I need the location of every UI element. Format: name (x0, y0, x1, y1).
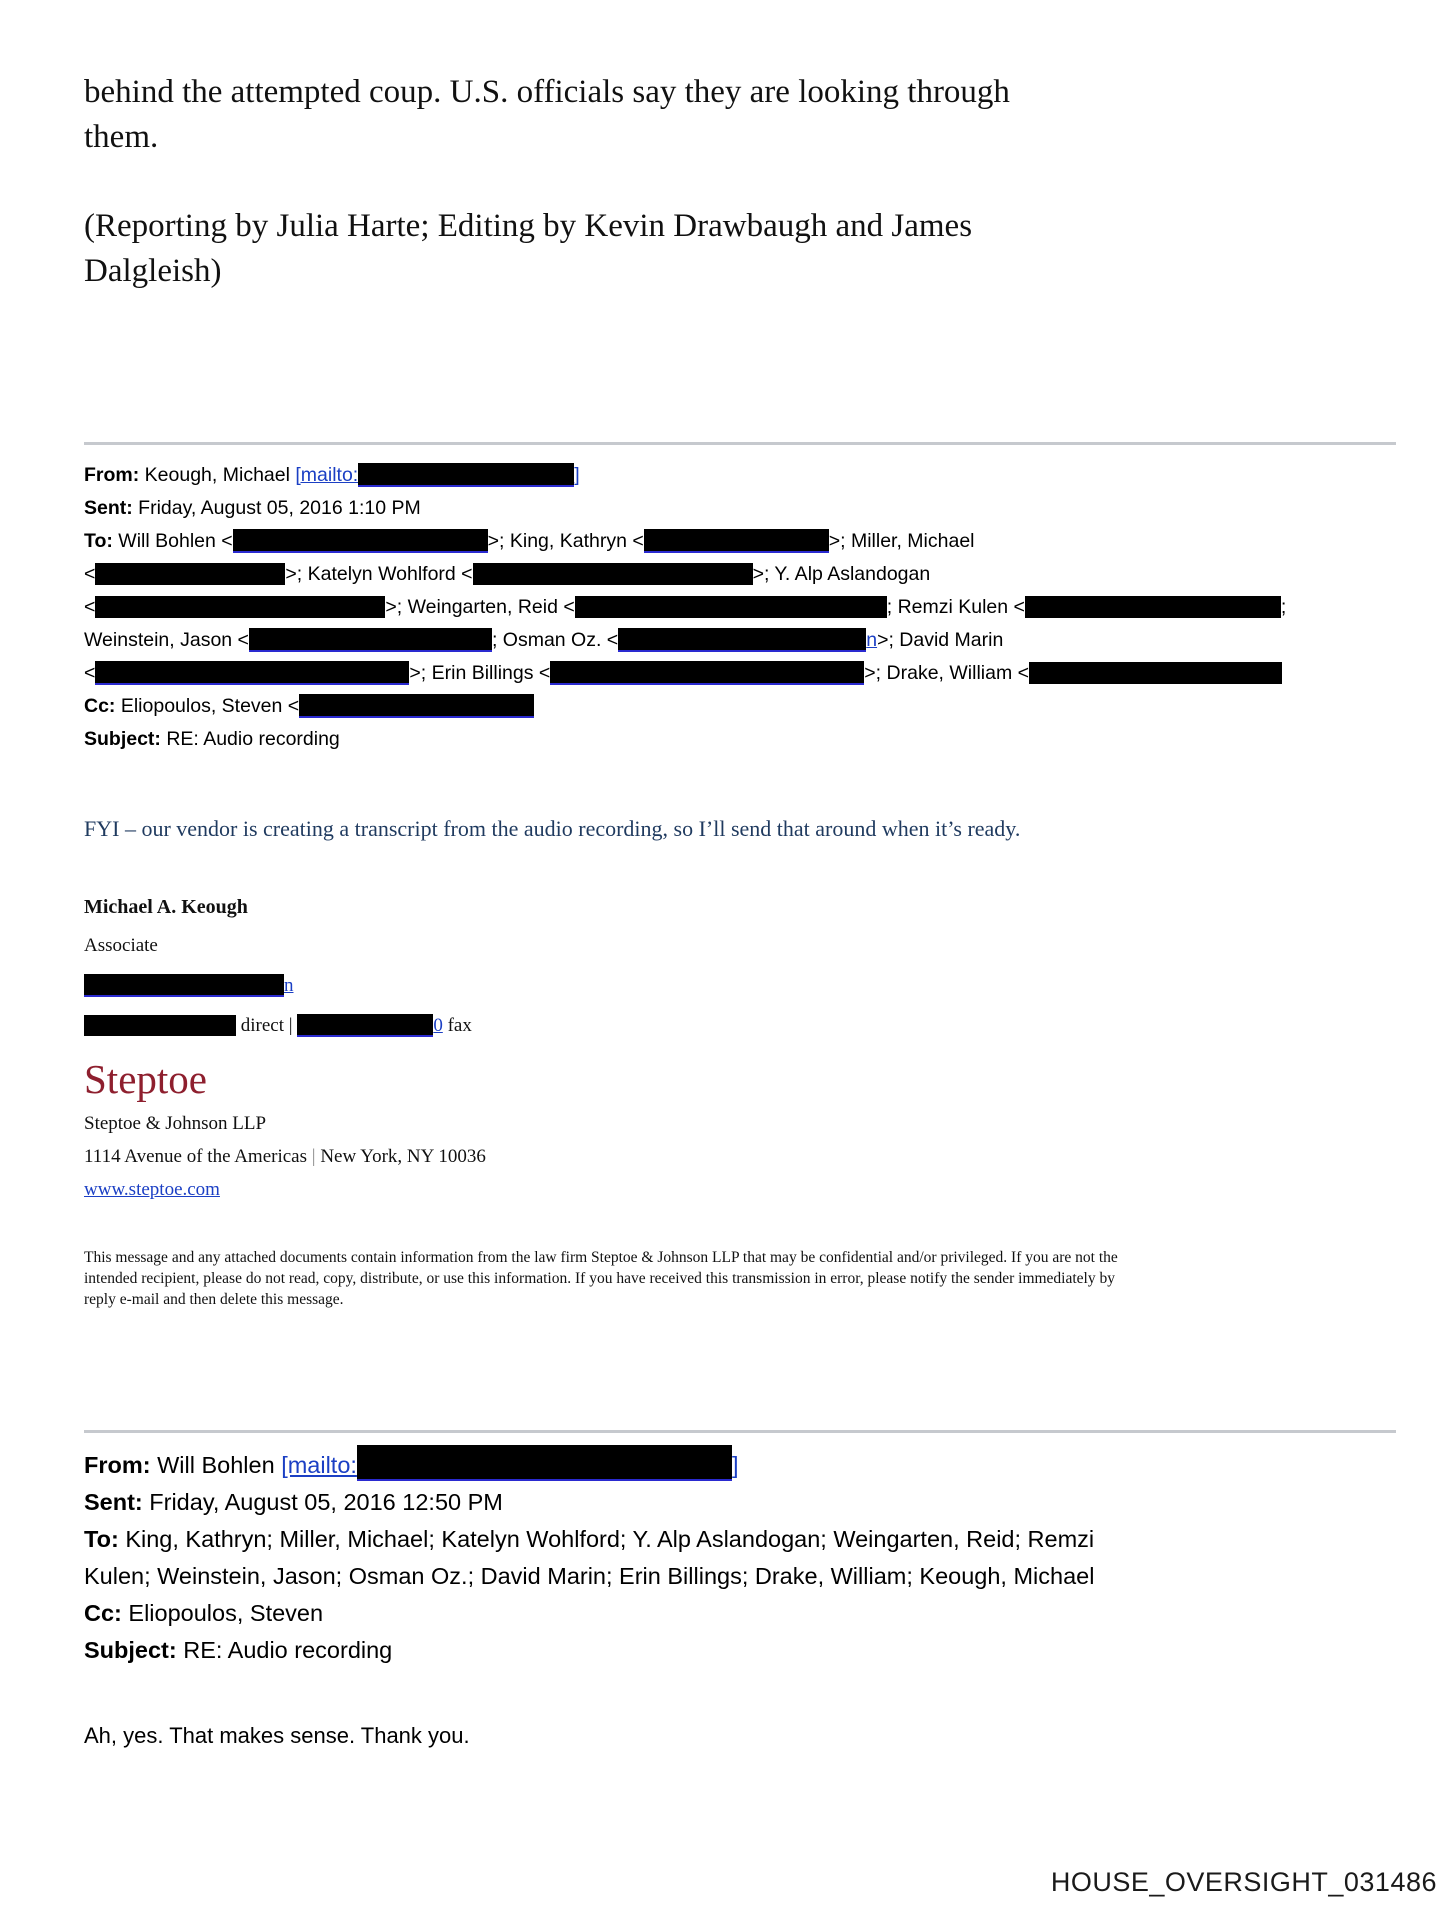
email1-body-text: FYI – our vendor is creating a transcript from the audio recording, so I’ll send that around when it’s ready. (84, 816, 1021, 841)
redaction-bar (473, 563, 753, 585)
redaction-bar (1029, 662, 1282, 684)
field-label: Cc: (84, 1600, 129, 1627)
text-segment: >; Miller, Michael (828, 530, 975, 552)
text-segment: >; Weingarten, Reid < (385, 596, 575, 618)
redaction-bar (84, 974, 284, 997)
text-segment: Eliopoulos, Steven < (120, 695, 300, 717)
partially-visible-char: n (284, 975, 294, 996)
text-segment: RE: Audio recording (166, 728, 340, 750)
field-label: Sent: (84, 1489, 150, 1516)
article-byline (84, 204, 1397, 294)
mailto-link[interactable]: [mailto: (281, 1452, 357, 1479)
field-label: Subject: (84, 728, 167, 750)
redaction-bar (1025, 596, 1281, 618)
separator: | (311, 1146, 316, 1168)
redaction-bar (644, 529, 829, 553)
text-segment: King, Kathryn; Miller, Michael; Katelyn Wohlford; Y. Alp Aslandogan; Weingarten, Reid; Remzi (125, 1526, 1095, 1553)
text-segment: ; Remzi Kulen < (886, 596, 1025, 618)
signature-name: Michael A. Keough (84, 896, 248, 918)
text-segment: Keough, Michael (144, 464, 296, 486)
section-divider (84, 442, 1396, 445)
email2-from-line (84, 1442, 1397, 1484)
redaction-bar (299, 694, 534, 718)
text-segment: >; Y. Alp Aslandogan (752, 563, 931, 585)
article-line: Dalgleish) (84, 253, 222, 289)
email2-to-line (84, 1521, 1397, 1558)
redaction-bar (618, 628, 866, 652)
text-segment: Friday, August 05, 2016 12:50 PM (149, 1489, 503, 1516)
article-excerpt (84, 0, 1397, 294)
email1-to-line (84, 558, 1397, 591)
redaction-bar (95, 596, 385, 618)
redaction-bar (357, 1445, 732, 1481)
article-paragraph (84, 0, 1397, 160)
mailto-link[interactable]: [mailto: (295, 464, 359, 486)
text-segment: fax (442, 1015, 472, 1037)
text-segment: >; David Marin (877, 629, 1004, 651)
text-segment: < (84, 596, 96, 618)
email2-header (84, 1442, 1397, 1669)
text-segment: Friday, August 05, 2016 1:10 PM (138, 497, 421, 519)
text-segment: Will Bohlen < (118, 530, 233, 552)
redaction-bar (95, 661, 409, 685)
partially-visible-char: 0 (433, 1015, 443, 1037)
email1-to-line (84, 591, 1397, 624)
disclaimer-line: reply e-mail and then delete this message. (84, 1291, 344, 1309)
field-label: Sent: (84, 497, 139, 519)
field-label: From: (84, 464, 145, 486)
email1-to-line (84, 657, 1397, 690)
email2-to-line (84, 1558, 1397, 1595)
redaction-bar (233, 529, 488, 553)
confidentiality-disclaimer (84, 1247, 1397, 1310)
steptoe-logo: Steptoe (84, 1056, 207, 1103)
signature-email-row (84, 975, 1397, 998)
firm-website-link[interactable] (84, 1179, 1397, 1201)
text-segment: 1114 Avenue of the Americas (84, 1146, 312, 1168)
redaction-bar (550, 661, 864, 685)
email1-header (84, 459, 1397, 756)
email1-to-line (84, 624, 1397, 657)
email2-sent-line (84, 1484, 1397, 1521)
signature-block (84, 896, 1397, 1201)
website-url[interactable]: www.steptoe.com (84, 1179, 220, 1201)
email1-subject-line (84, 723, 1397, 756)
field-label: Subject: (84, 1637, 184, 1664)
article-line: them. (84, 119, 159, 155)
text-segment: >; King, Kathryn < (487, 530, 644, 552)
partially-visible-char: ] (731, 1452, 739, 1479)
email1-to-line (84, 525, 1397, 558)
redaction-bar (84, 1015, 236, 1036)
bates-number: HOUSE_OVERSIGHT_031486 (1050, 1867, 1437, 1897)
redaction-bar (575, 596, 887, 618)
redaction-bar (297, 1014, 433, 1037)
redaction-bar (358, 463, 574, 487)
disclaimer-line: intended recipient, please do not read, copy, distribute, or use this information. If you have received this transmission in error, please notify the sender immediately by (84, 1270, 1115, 1288)
email2-body-text: Ah, yes. That makes sense. Thank you. (84, 1723, 470, 1749)
text-segment: >; Katelyn Wohlford < (285, 563, 473, 585)
field-label: To: (84, 1526, 126, 1553)
signature-title: Associate (84, 935, 158, 956)
text-segment: New York, NY 10036 (315, 1146, 486, 1168)
text-segment: Weinstein, Jason < (84, 629, 249, 651)
email2-subject-line (84, 1632, 1397, 1669)
email1-sent-line (84, 492, 1397, 525)
article-line: behind the attempted coup. U.S. officials say they are looking through (84, 74, 1010, 110)
field-label: From: (84, 1452, 158, 1479)
firm-name: Steptoe & Johnson LLP (84, 1113, 267, 1135)
text-segment: Will Bohlen (157, 1452, 282, 1479)
signature-phone-row (84, 1015, 1397, 1038)
email1-cc-line (84, 690, 1397, 723)
article-line: (Reporting by Julia Harte; Editing by Kevin Drawbaugh and James (84, 208, 973, 244)
partially-visible-char: n (866, 629, 878, 651)
text-segment: < (84, 563, 96, 585)
text-segment: RE: Audio recording (183, 1637, 393, 1664)
text-segment: >; Erin Billings < (409, 662, 551, 684)
text-segment: < (84, 662, 96, 684)
field-label: Cc: (84, 695, 121, 717)
text-segment: direct | (236, 1015, 298, 1037)
disclaimer-line: This message and any attached documents contain information from the law firm Steptoe & Johnson LLP that may be confidential and/or privileged. If you are not the (84, 1249, 1118, 1267)
email1-from-line (84, 459, 1397, 492)
text-segment: Eliopoulos, Steven (128, 1600, 324, 1627)
partially-visible-char: ] (574, 464, 580, 486)
text-segment: Kulen; Weinstein, Jason; Osman Oz.; David Marin; Erin Billings; Drake, William; Keough, Michael (84, 1563, 1095, 1590)
redaction-bar (95, 563, 285, 585)
email2-cc-line (84, 1595, 1397, 1632)
section-divider (84, 1430, 1396, 1433)
redaction-bar (249, 628, 492, 652)
text-segment: ; Osman Oz. < (491, 629, 619, 651)
text-segment: ; (1280, 596, 1287, 618)
field-label: To: (84, 530, 119, 552)
text-segment: >; Drake, William < (864, 662, 1029, 684)
firm-address (84, 1146, 1397, 1168)
